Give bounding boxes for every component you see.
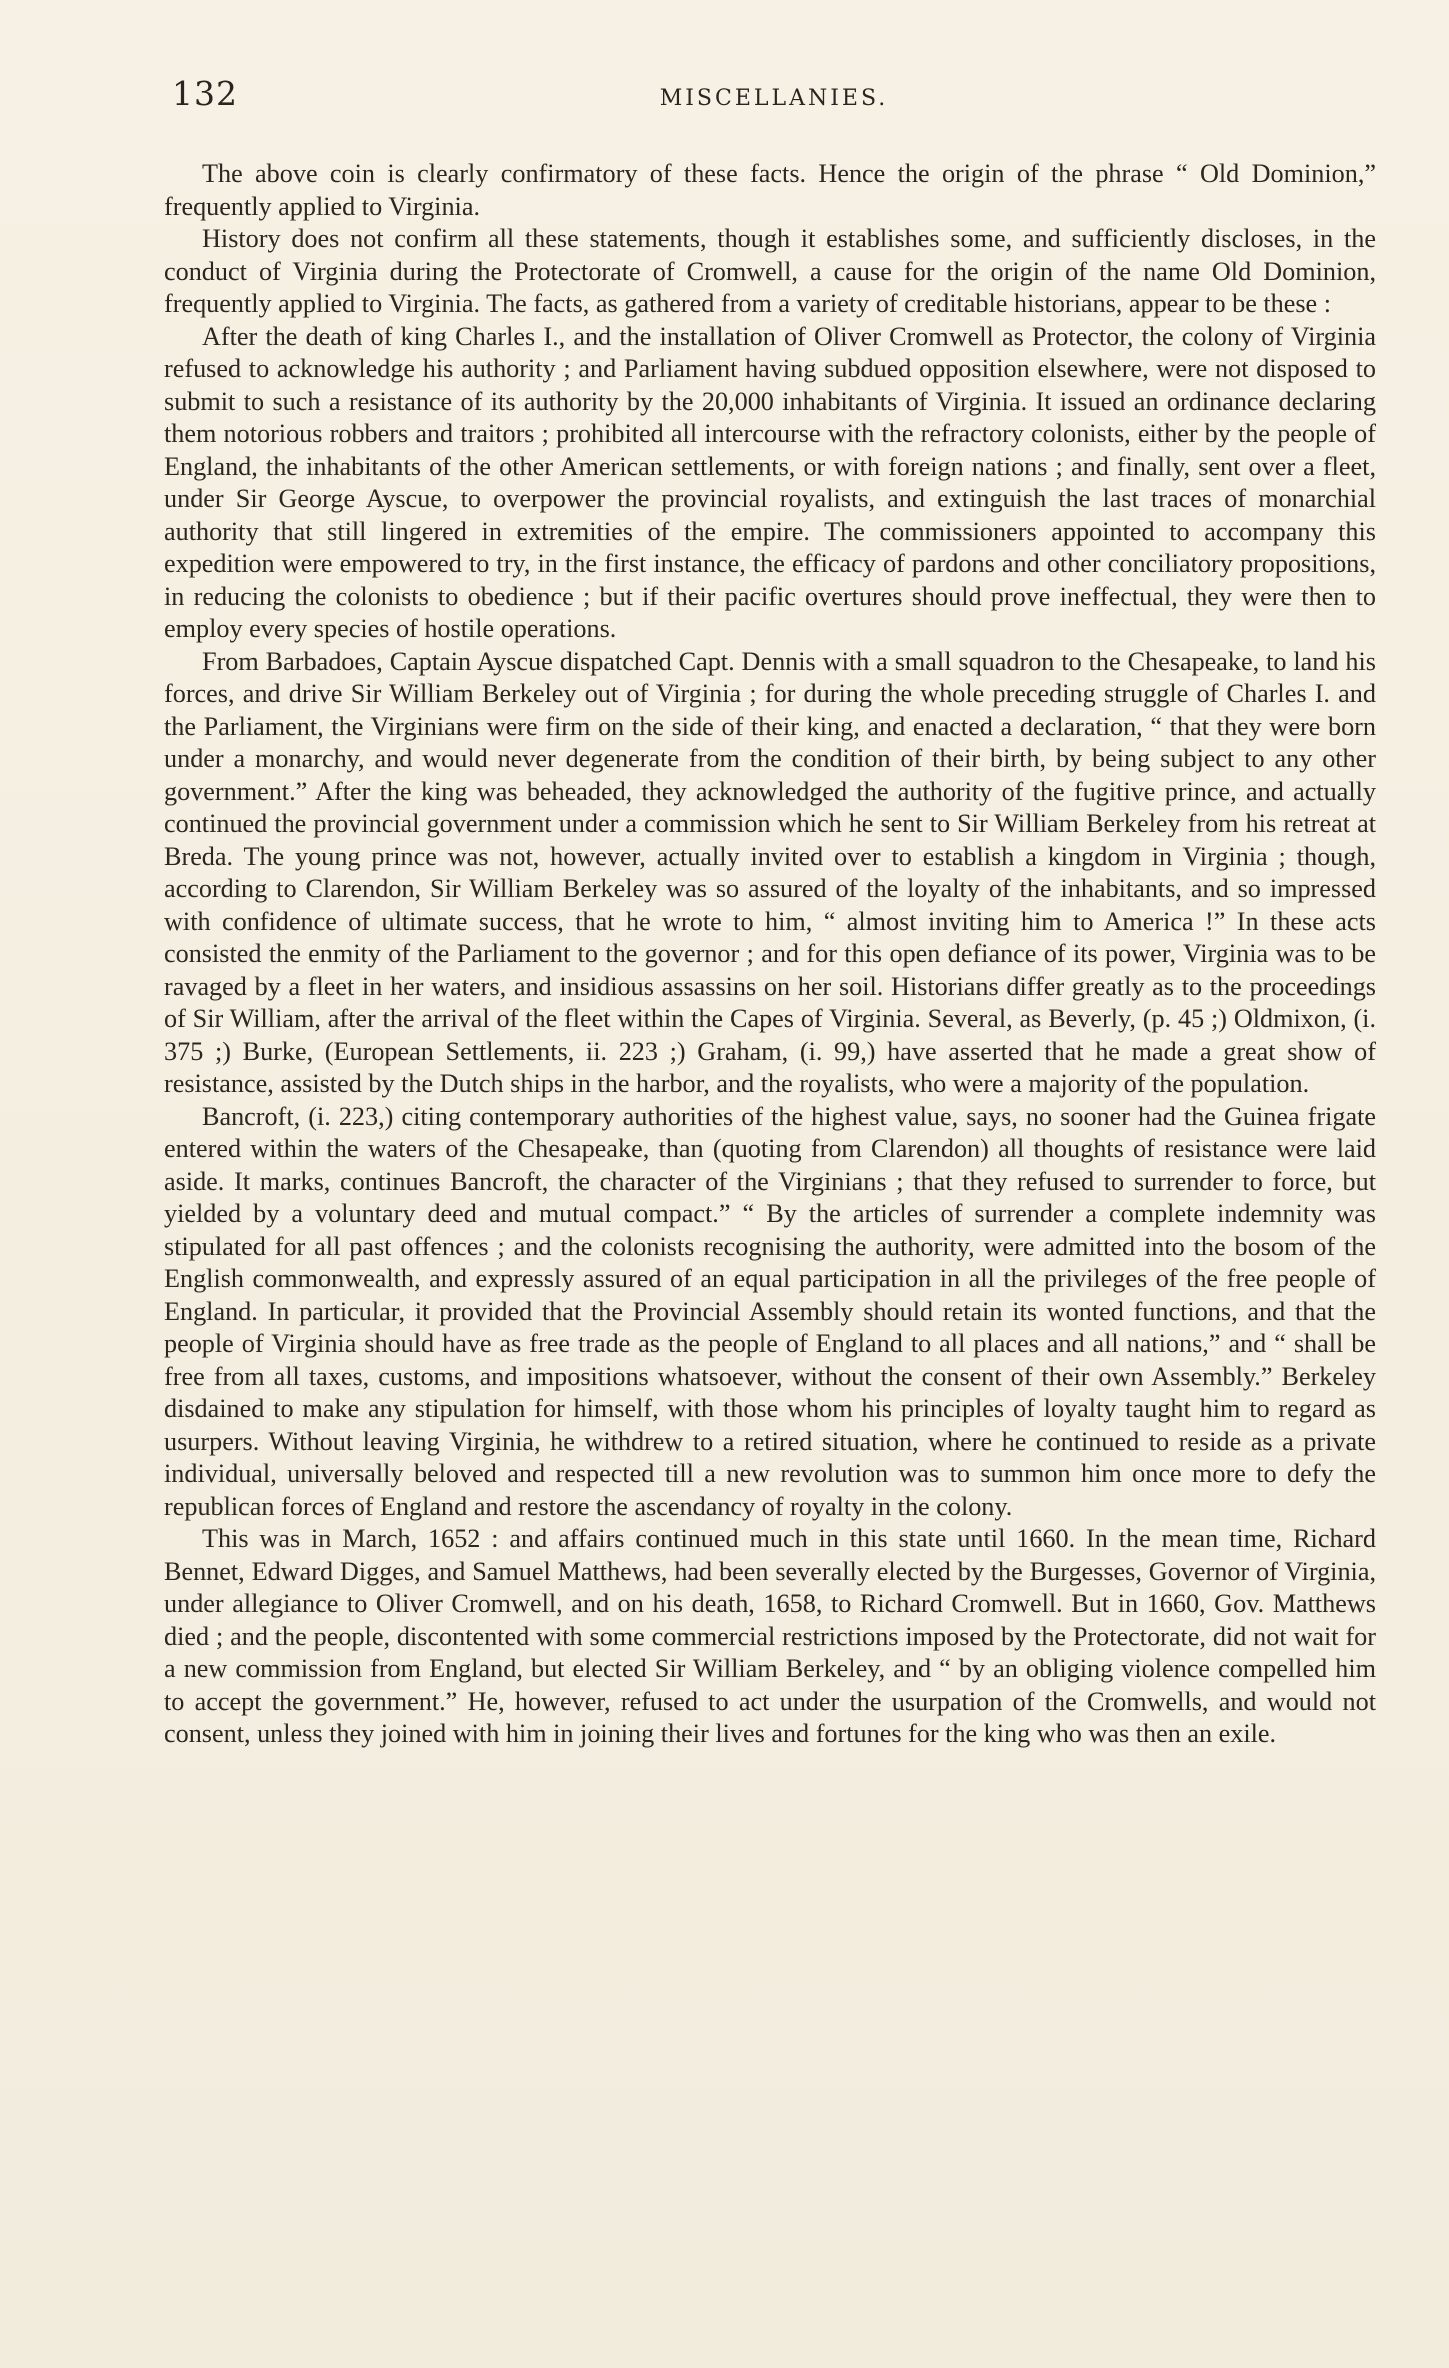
- paragraph: Bancroft, (i. 223,) citing contemporary authorities of the highest value, says, no sooner had the Guinea frigate entered within the waters of the Chesapeake, than (quoting from Clarendon) all thoughts of resistance were laid aside. It marks, continues Bancroft, the character of the Virginians ; that they refused to surrender to force, but yielded by a voluntary deed and mutual compact.” “ By the articles of surrender a complete indemnity was stipulated for all past offences ; and the colonists recognising the authority, were admitted into the bosom of the English commonwealth, and expressly assured of an equal participation in all the privileges of the free people of England. In particular, it provided that the Provincial Assembly should retain its wonted functions, and that the people of Virginia should have as free trade as the people of England to all places and all nations,” and “ shall be free from all taxes, customs, and impositions whatsoever, without the consent of their own Assembly.” Berkeley disdained to make any stipulation for himself, with those whom his principles of loyalty taught him to regard as usurpers. Without leaving Virginia, he withdrew to a retired situation, where he continued to reside as a private individual, universally beloved and respected till a new revolution was to summon him once more to defy the republican forces of England and restore the ascendancy of royalty in the colony.: [164, 1101, 1376, 1521]
- running-head: MISCELLANIES.: [659, 86, 889, 111]
- paragraph: This was in March, 1652 : and affairs continued much in this state until 1660. In the mean time, Richard Bennet, Edward Digges, and Samuel Matthews, had been severally elected by the Burgesses, Governor of Virginia, under allegiance to Oliver Cromwell, and on his death, 1658, to Richard Cromwell. But in 1660, Gov. Matthews died ; and the people, discontented with some commercial restrictions imposed by the Protectorate, did not wait for a new commission from England, but elected Sir William Berkeley, and “ by an obliging violence compelled him to accept the government.” He, however, refused to act under the usurpation of the Cromwells, and would not consent, unless they joined with him in joining their lives and fortunes for the king who was then an exile.: [164, 1524, 1376, 1748]
- page-header: [172, 74, 1376, 124]
- page-number: 132: [172, 74, 238, 113]
- body-text: [164, 158, 1376, 1751]
- paragraph: After the death of king Charles I., and the installation of Oliver Cromwell as Protector, the colony of Virginia refused to acknowledge his authority ; and Parliament having subdued opposition elsewhere, were not disposed to submit to such a resistance of its authority by the 20,000 inhabitants of Virginia. It issued an ordinance declaring them notorious robbers and traitors ; prohibited all intercourse with the refractory colonists, either by the people of England, the inhabitants of the other American settlements, or with foreign nations ; and finally, sent over a fleet, under Sir George Ayscue, to overpower the provincial royalists, and extinguish the last traces of monarchial authority that still lingered in extremities of the empire. The commissioners appointed to accompany this expedition were empowered to try, in the first instance, the efficacy of pardons and other conciliatory propositions, in reducing the colonists to obedience ; but if their pacific overtures should prove ineffectual, they were then to employ every species of hostile operations.: [164, 321, 1376, 643]
- paragraph: The above coin is clearly confirmatory of these facts. Hence the origin of the phrase “ Old Dominion,” frequently applied to Virginia.: [164, 159, 1376, 221]
- paragraph: History does not confirm all these statements, though it establishes some, and sufficiently discloses, in the conduct of Virginia during the Protectorate of Cromwell, a cause for the origin of the name Old Dominion, frequently applied to Virginia. The facts, as gathered from a variety of creditable historians, appear to be these :: [164, 224, 1376, 318]
- paragraph: From Barbadoes, Captain Ayscue dispatched Capt. Dennis with a small squadron to the Chesapeake, to land his forces, and drive Sir William Berkeley out of Virginia ; for during the whole preceding struggle of Charles I. and the Parliament, the Virginians were firm on the side of their king, and enacted a declaration, “ that they were born under a monarchy, and would never degenerate from the condition of their birth, by being subject to any other government.” After the king was beheaded, they acknowledged the authority of the fugitive prince, and actually continued the provincial government under a commission which he sent to Sir William Berkeley from his retreat at Breda. The young prince was not, however, actually invited over to establish a kingdom in Virginia ; though, according to Clarendon, Sir William Berkeley was so assured of the loyalty of the inhabitants, and so impressed with confidence of ultimate success, that he wrote to him, “ almost inviting him to America !” In these acts consisted the enmity of the Parliament to the governor ; and for this open defiance of its power, Virginia was to be ravaged by a fleet in her waters, and insidious assassins on her soil. Historians differ greatly as to the proceedings of Sir William, after the arrival of the fleet within the Capes of Virginia. Several, as Beverly, (p. 45 ;) Oldmixon, (i. 375 ;) Burke, (European Settlements, ii. 223 ;) Graham, (i. 99,) have asserted that he made a great show of resistance, assisted by the Dutch ships in the harbor, and the royalists, who were a majority of the population.: [164, 646, 1376, 1098]
